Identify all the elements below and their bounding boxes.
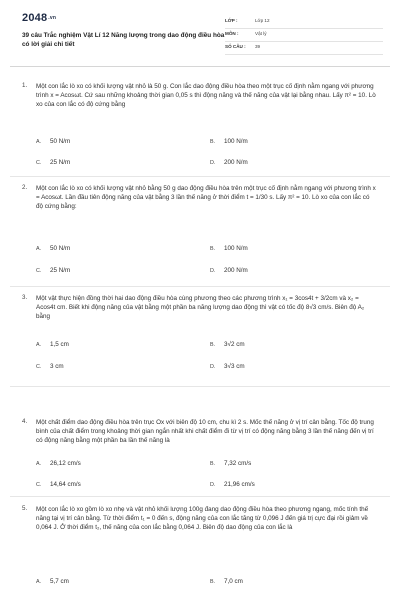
option-a[interactable]	[36, 460, 81, 467]
option-text: 100 N/m	[224, 245, 248, 252]
question-divider	[10, 496, 390, 497]
document-header	[0, 0, 400, 62]
option-label: C.	[36, 160, 42, 166]
option-b[interactable]	[210, 245, 248, 252]
question-number: 1.	[22, 82, 28, 89]
option-label: C.	[36, 268, 42, 274]
option-label: C.	[36, 364, 42, 370]
question-number: 4.	[22, 418, 28, 425]
question-text: Một vật thực hiện đồng thời hai dao động điều hòa cùng phương theo các phương trình x₁ = 3cos4t + 3/2cm và x₂ = Acos4t cm. Biết khi động năng của vật bằng một phần ba năng lượng dao động thì vật có tốc độ 8√3 cm/s. Biên độ A₂ bằng	[36, 295, 365, 320]
option-label: B.	[210, 246, 216, 252]
option-label: D.	[210, 160, 216, 166]
option-text: 21,96 cm/s	[224, 481, 255, 488]
question-4	[22, 418, 382, 502]
option-d[interactable]	[210, 159, 248, 166]
question-text: Một chất điểm dao động điều hòa trên trục Ox với biên độ 10 cm, chu kì 2 s. Mốc thế năng ở vị trí cân bằng. Tốc độ trung bình của chất điểm trong khoảng thời gian ngắn nhất khi chất điểm đi từ vị trí có động năng bằng 3 lần thế năng đến vị trí có động năng bằng một phần ba lần thế năng là	[36, 419, 374, 444]
option-text: 3√3 cm	[224, 363, 245, 370]
logo-suffix: .vn	[48, 15, 57, 21]
option-b[interactable]	[210, 138, 248, 145]
option-label: A.	[36, 579, 42, 585]
meta-table	[225, 16, 383, 55]
question-1	[22, 82, 382, 166]
meta-row-count	[225, 42, 383, 55]
option-a[interactable]	[36, 138, 70, 145]
question-divider	[10, 286, 390, 287]
option-label: A.	[36, 139, 42, 145]
option-b[interactable]	[210, 341, 245, 348]
question-5	[22, 505, 382, 593]
meta-value: 39	[255, 44, 261, 49]
option-label: A.	[36, 461, 42, 467]
meta-value: Lớp 12	[255, 18, 270, 23]
site-logo[interactable]	[22, 12, 56, 24]
question-3	[22, 294, 382, 376]
option-text: 50 N/m	[50, 138, 71, 145]
option-b[interactable]	[210, 578, 243, 585]
option-d[interactable]	[210, 267, 248, 274]
option-label: C.	[36, 482, 42, 488]
option-text: 50 N/m	[50, 245, 71, 252]
option-label: B.	[210, 461, 216, 467]
option-label: B.	[210, 342, 216, 348]
question-number: 3.	[22, 294, 28, 301]
option-text: 100 N/m	[224, 138, 248, 145]
question-divider	[10, 176, 390, 177]
meta-row-subject	[225, 29, 383, 42]
option-c[interactable]	[36, 159, 70, 166]
option-text: 200 N/m	[224, 159, 248, 166]
option-a[interactable]	[36, 578, 69, 585]
option-label: D.	[210, 482, 216, 488]
meta-key: MÔN :	[225, 31, 239, 36]
option-label: A.	[36, 246, 42, 252]
option-text: 25 N/m	[50, 159, 71, 166]
option-label: A.	[36, 342, 42, 348]
option-text: 3 cm	[50, 363, 64, 370]
meta-value: Vật lý	[255, 31, 267, 36]
option-label: D.	[210, 268, 216, 274]
option-text: 3√2 cm	[224, 341, 245, 348]
option-c[interactable]	[36, 267, 70, 274]
question-number: 5.	[22, 505, 28, 512]
option-label: B.	[210, 579, 216, 585]
option-text: 7,0 cm	[224, 578, 243, 585]
option-c[interactable]	[36, 481, 81, 488]
option-text: 26,12 cm/s	[50, 460, 81, 467]
option-text: 5,7 cm	[50, 578, 69, 585]
question-text: Một con lắc lò xo có khối lượng vật nhỏ là 50 g. Con lắc dao động điều hòa theo một trục cố định nằm ngang với phương trình x = Acosωt. Cứ sau những khoảng thời gian 0,05 s thì động năng và thế năng của vật lại bằng nhau. Lấy π² = 10. Lò xo của con lắc có độ cứng bằng	[36, 83, 376, 108]
option-text: 25 N/m	[50, 267, 71, 274]
logo-text: 2048	[22, 12, 48, 24]
option-a[interactable]	[36, 341, 69, 348]
question-text: Một con lắc lò xo có khối lượng vật nhỏ bằng 50 g dao động điều hòa trên một trục cố định nằm ngang với phương trình x = Acosωt. Lần đầu tiên động năng của vật bằng 3 lần thế năng ở thời điểm t = 1/30 s. Lấy π² = 10. Lò xo của con lắc có độ cứng bằng:	[36, 185, 376, 210]
option-d[interactable]	[210, 363, 245, 370]
meta-key: LỚP :	[225, 18, 238, 23]
option-a[interactable]	[36, 245, 70, 252]
option-text: 7,32 cm/s	[224, 460, 252, 467]
option-c[interactable]	[36, 363, 64, 370]
question-number: 2.	[22, 184, 28, 191]
question-2	[22, 184, 382, 276]
header-divider	[10, 66, 390, 67]
meta-row-class	[225, 16, 383, 29]
option-text: 1,5 cm	[50, 341, 69, 348]
meta-key: SỐ CÂU :	[225, 44, 246, 49]
option-d[interactable]	[210, 481, 255, 488]
option-text: 200 N/m	[224, 267, 248, 274]
question-text: Một con lắc lò xo gồm lò xo nhẹ và vật nhỏ khối lượng 100g đang dao động điều hòa theo phương ngang, mốc tính thế năng tại vị trí cân bằng. Từ thời điểm t₁ = 0 đến s, động năng của con lắc tăng từ 0,096 J đến giá trị cực đại rồi giảm về 0,064 J. Ở thời điểm t₂, thế năng của con lắc bằng 0,064 J. Biên độ dao động của con lắc là	[36, 506, 369, 531]
document-title: 39 câu Trắc nghiệm Vật Lí 12 Năng lượng trong dao động điều hòa có lời giải chi tiết	[22, 32, 225, 48]
option-label: D.	[210, 364, 216, 370]
question-divider	[10, 386, 390, 387]
option-b[interactable]	[210, 460, 251, 467]
option-text: 14,64 cm/s	[50, 481, 81, 488]
option-label: B.	[210, 139, 216, 145]
